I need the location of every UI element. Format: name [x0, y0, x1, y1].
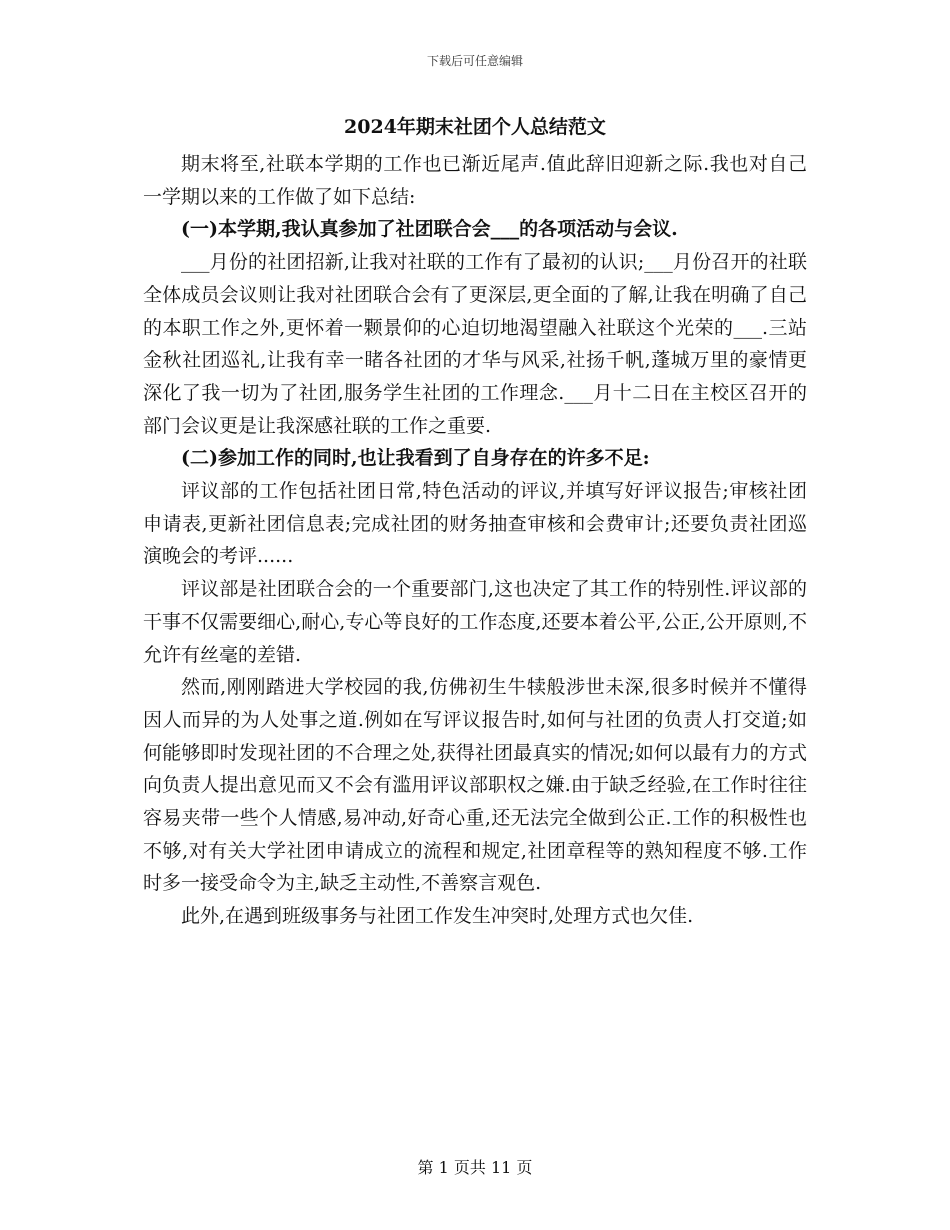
paragraph: ___月份的社团招新,让我对社联的工作有了最初的认识;___月份召开的社联全体成员会议则让我对社团联合会有了更深层,更全面的了解,让我在明确了自己的本职工作之外,更怀着一颗景仰的心迫切地渴望融入社联这个光荣的___.三站金秋社团巡礼,让我有幸一睹各社团的才华与风采,社扬千帆,蓬城万里的豪情更深化了我一切为了社团,服务学生社团的工作理念.___月十二日在主校区召开的部门会议更是让我深感社联的工作之重要. [143, 251, 807, 437]
page-header-note: 下载后可任意编辑 [426, 54, 523, 68]
paragraph: 评议部是社团联合会的一个重要部门,这也决定了其工作的特别性.评议部的干事不仅需要细心,耐心,专心等良好的工作态度,还要本着公平,公正,公开原则,不允许有丝毫的差错. [143, 578, 807, 666]
document-body [143, 148, 807, 933]
paragraph: 然而,刚刚踏进大学校园的我,仿佛初生牛犊般涉世未深,很多时候并不懂得因人而异的为人处事之道.例如在写评议报告时,如何与社团的负责人打交道;如何能够即时发现社团的不合理之处,获得社团最真实的情况;如何以最有力的方式向负责人提出意见而又不会有滥用评议部职权之嫌.由于缺乏经验,在工作时往往容易夹带一些个人情感,易冲动,好奇心重,还无法完全做到公正.工作的积极性也不够,对有关大学社团申请成立的流程和规定,社团章程等的熟知程度不够.工作时多一接受命令为主,缺乏主动性,不善察言观色. [143, 676, 807, 895]
section-heading-2: (二)参加工作的同时,也让我看到了自身存在的许多不足: [181, 447, 650, 470]
paragraph: 评议部的工作包括社团日常,特色活动的评议,并填写好评议报告;审核社团申请表,更新社团信息表;完成社团的财务抽查审核和会费审计;还要负责社团巡演晚会的考评...... [143, 480, 807, 568]
section-heading-1: (一)本学期,我认真参加了社团联合会___的各项活动与会议. [181, 218, 678, 241]
document-title: 2024年期末社团个人总结范文 [344, 116, 606, 138]
paragraph-intro: 期末将至,社联本学期的工作也已渐近尾声.值此辞旧迎新之际.我也对自己一学期以来的工作做了如下总结: [143, 153, 807, 208]
paragraph: 此外,在遇到班级事务与社团工作发生冲突时,处理方式也欠佳. [181, 905, 694, 928]
page-number-footer: 第 1 页共 11 页 [417, 1158, 533, 1177]
